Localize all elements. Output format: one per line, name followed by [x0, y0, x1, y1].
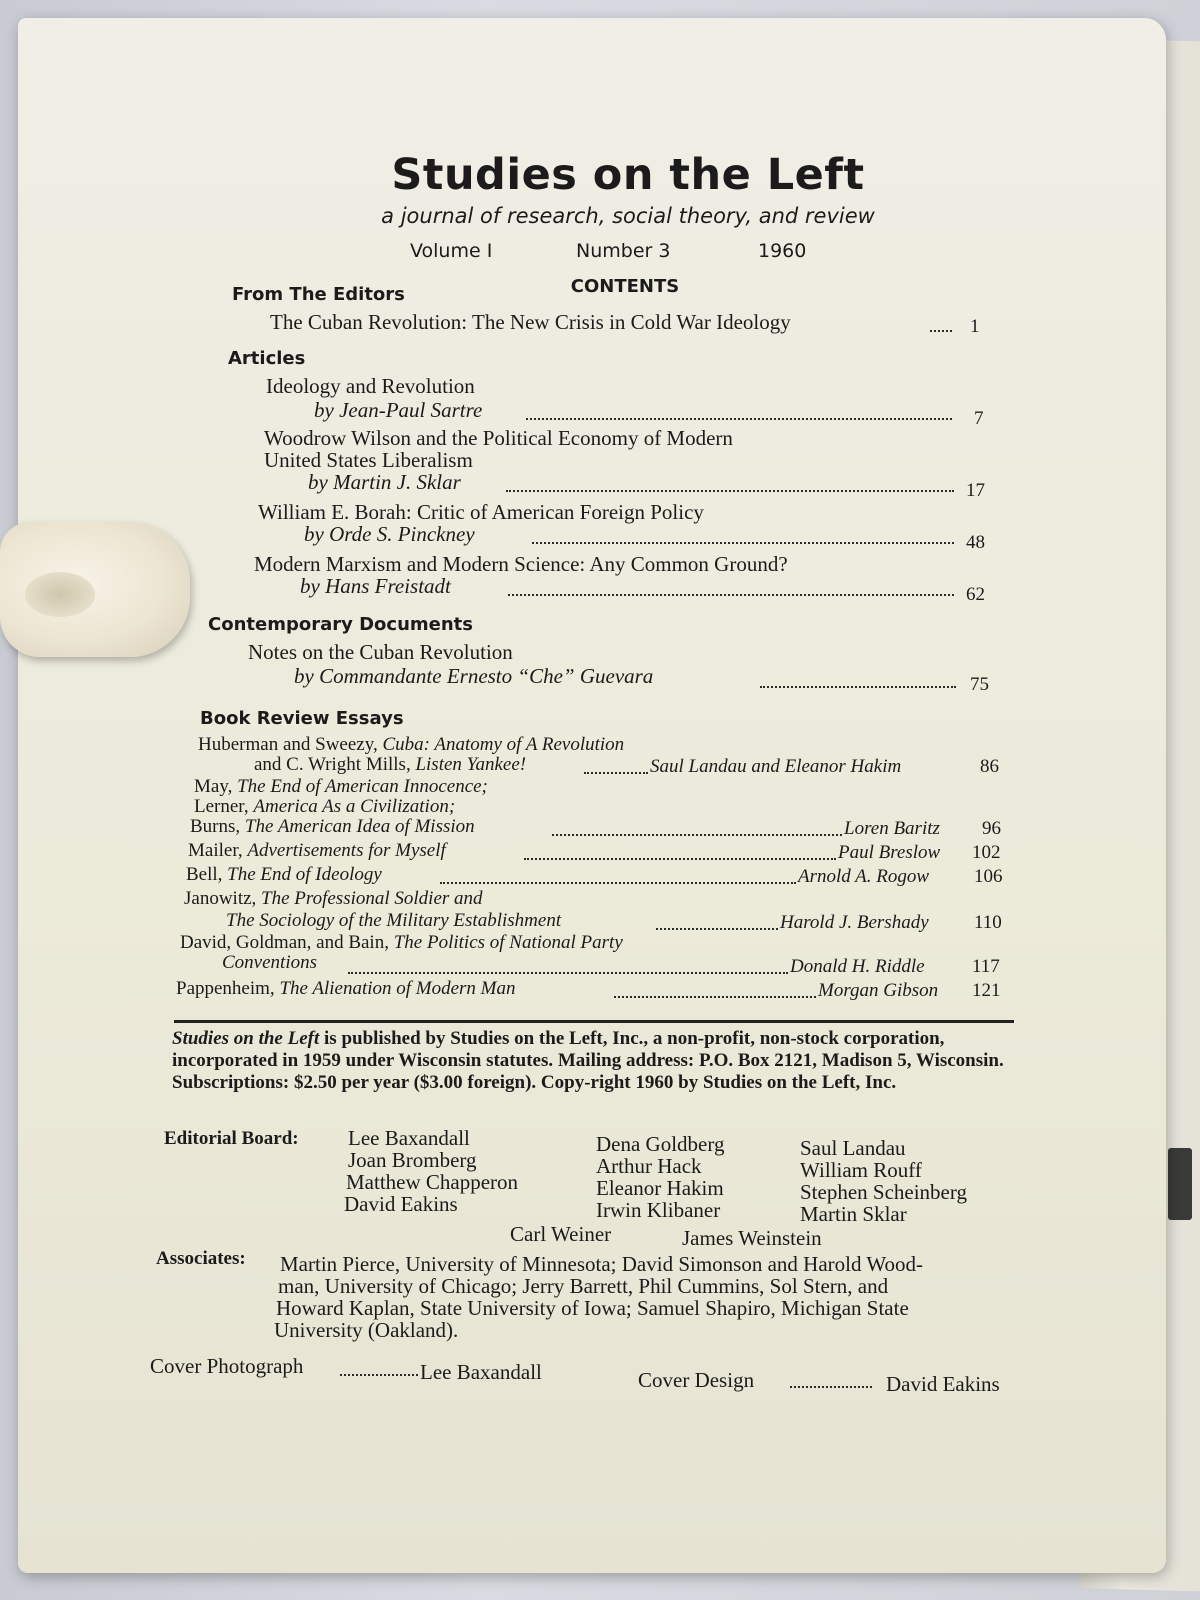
- page-number: 7: [974, 408, 984, 429]
- reviewer-name: Donald H. Riddle: [790, 956, 925, 977]
- dot-leader: [584, 772, 648, 774]
- dot-leader: [656, 928, 778, 930]
- review-book: The End of American Innocence;: [237, 776, 488, 797]
- publication-text: is published by Studies on the Left, Inc., a non-profit, non-stock corporation, incorporated in 1959 under Wisconsin statutes. Mailing address: P.O. Box 2121, Madison 5, Wisconsin. Subscriptions: $2.50 per year ($3.00 foreign). Copy-right 1960 by Studies on the Left, Inc.: [172, 1028, 1004, 1093]
- associates-line: Martin Pierce, University of Minnesota; David Simonson and Harold Wood-: [280, 1252, 923, 1276]
- toc-entry-title: Woodrow Wilson and the Political Economy of Modern: [264, 426, 733, 450]
- board-member: Arthur Hack: [596, 1154, 702, 1178]
- board-member: Joan Bromberg: [348, 1148, 477, 1172]
- reviewer-name: Paul Breslow: [838, 842, 941, 863]
- page-number: 106: [974, 866, 1003, 887]
- dot-leader: [930, 330, 952, 332]
- journal-title: Studies on the Left: [391, 150, 865, 200]
- dot-leader: [506, 490, 954, 492]
- section-heading-documents: Contemporary Documents: [208, 614, 473, 635]
- page-number: 86: [980, 756, 999, 777]
- review-book: Advertisements for Myself: [247, 840, 446, 861]
- reviewer-name: Harold J. Bershady: [780, 912, 929, 933]
- review-entry-line: [186, 864, 382, 886]
- associates-label: Associates:: [156, 1248, 246, 1269]
- dot-leader: [790, 1386, 872, 1388]
- dot-leader: [348, 972, 788, 974]
- toc-entry-author: by Martin J. Sklar: [308, 470, 461, 494]
- page-number: 17: [966, 480, 985, 501]
- dot-leader: [532, 542, 954, 544]
- reviewer-name: Loren Baritz: [844, 818, 940, 839]
- review-entry-line: [184, 888, 483, 910]
- review-entry-line: [198, 734, 624, 756]
- board-member: Irwin Klibaner: [596, 1198, 721, 1222]
- board-member: Lee Baxandall: [348, 1126, 470, 1150]
- page-number: 75: [970, 674, 989, 695]
- dot-leader: [526, 418, 952, 420]
- page-number: 62: [966, 584, 985, 605]
- review-author: Lerner,: [194, 796, 254, 817]
- toc-entry-title: Notes on the Cuban Revolution: [248, 640, 513, 664]
- page-number: 96: [982, 818, 1001, 839]
- toc-entry-author: by Orde S. Pinckney: [304, 522, 475, 546]
- review-author: Mailer,: [188, 840, 248, 861]
- review-entry-line: [180, 932, 623, 954]
- dot-leader: [614, 996, 816, 998]
- board-member: William Rouff: [800, 1158, 922, 1182]
- dot-leader: [760, 686, 956, 688]
- associates-line: man, University of Chicago; Jerry Barrett, Phil Cummins, Sol Stern, and: [278, 1274, 889, 1298]
- publication-statement: [172, 1028, 1022, 1094]
- review-book: The End of Ideology: [227, 864, 382, 885]
- toc-entry-title: Modern Marxism and Modern Science: Any Common Ground?: [254, 552, 788, 576]
- board-member: Matthew Chapperon: [346, 1170, 519, 1194]
- board-member: James Weinstein: [682, 1226, 822, 1250]
- review-book: Conventions: [222, 952, 317, 973]
- review-book: The Politics of National Party: [393, 932, 623, 953]
- toc-entry-title: Ideology and Revolution: [266, 374, 475, 398]
- volume-label: Volume I: [410, 240, 493, 262]
- page-number: 121: [972, 980, 1001, 1001]
- reviewer-name: Saul Landau and Eleanor Hakim: [650, 756, 902, 777]
- divider-rule: [174, 1020, 1014, 1023]
- review-author: Janowitz,: [184, 888, 262, 909]
- section-heading-editors: From The Editors: [232, 284, 405, 305]
- review-book: The Alienation of Modern Man: [279, 978, 516, 999]
- dot-leader: [524, 858, 836, 860]
- toc-entry-title: The Cuban Revolution: The New Crisis in Cold War Ideology: [270, 310, 791, 334]
- section-heading-articles: Articles: [228, 348, 306, 369]
- journal-subtitle: a journal of research, social theory, and review: [381, 204, 875, 228]
- review-author: Huberman and Sweezy,: [198, 734, 383, 755]
- journal-page: [18, 18, 1166, 1573]
- dot-leader: [440, 882, 796, 884]
- toc-entry-author: by Jean-Paul Sartre: [314, 398, 483, 422]
- board-member: Stephen Scheinberg: [800, 1180, 967, 1204]
- year-label: 1960: [758, 240, 807, 262]
- number-label: Number 3: [576, 240, 671, 262]
- board-member: Eleanor Hakim: [596, 1176, 724, 1200]
- toc-entry-author: by Commandante Ernesto “Che” Guevara: [294, 664, 654, 688]
- toc-entry-author: by Hans Freistadt: [300, 574, 451, 598]
- review-entry-line: [254, 754, 526, 776]
- board-member: Martin Sklar: [800, 1202, 907, 1226]
- cover-design-credit: David Eakins: [886, 1372, 1000, 1396]
- review-book: The Sociology of the Military Establishment: [226, 910, 562, 931]
- review-entry-line: [194, 776, 488, 798]
- review-book: Listen Yankee!: [415, 754, 527, 775]
- contents-heading: CONTENTS: [570, 276, 680, 297]
- review-author: and C. Wright Mills,: [254, 754, 416, 775]
- review-book: The Professional Soldier and: [261, 888, 483, 909]
- review-entry-line: [176, 978, 516, 1000]
- page-holder-clip: [0, 522, 190, 657]
- dot-leader: [508, 594, 954, 596]
- reviewer-name: Morgan Gibson: [818, 980, 939, 1001]
- cover-photo-credit: Lee Baxandall: [420, 1360, 542, 1384]
- review-author: Burns,: [190, 816, 245, 837]
- page-number: 117: [972, 956, 1000, 977]
- review-entry-line: [190, 816, 475, 838]
- dot-leader: [552, 834, 842, 836]
- board-member: David Eakins: [344, 1192, 458, 1216]
- reviewer-name: Arnold A. Rogow: [798, 866, 930, 887]
- cover-design-label: Cover Design: [638, 1368, 755, 1392]
- section-heading-reviews: Book Review Essays: [200, 708, 404, 729]
- dot-leader: [340, 1374, 418, 1376]
- board-member: Saul Landau: [800, 1136, 906, 1160]
- clip-hollow: [25, 572, 95, 617]
- toc-entry-title-cont: United States Liberalism: [264, 448, 473, 472]
- page-number: 102: [972, 842, 1001, 863]
- review-book: The American Idea of Mission: [244, 816, 475, 837]
- review-entry-line: [188, 840, 446, 862]
- review-book: America As a Civilization;: [253, 796, 456, 817]
- associates-line: Howard Kaplan, State University of Iowa; Samuel Shapiro, Michigan State: [276, 1296, 909, 1320]
- cover-photo-label: Cover Photograph: [150, 1354, 304, 1378]
- page-number: 1: [970, 316, 980, 337]
- page-number: 48: [966, 532, 985, 553]
- associates-line: University (Oakland).: [274, 1318, 459, 1342]
- review-author: David, Goldman, and Bain,: [180, 932, 394, 953]
- toc-entry-title: William E. Borah: Critic of American Foreign Policy: [258, 500, 704, 524]
- page-number: 110: [974, 912, 1002, 933]
- review-author: Bell,: [186, 864, 228, 885]
- binding-staple: [1168, 1148, 1192, 1220]
- editorial-board-label: Editorial Board:: [164, 1128, 299, 1149]
- review-entry-line: [194, 796, 455, 818]
- review-book: Cuba: Anatomy of A Revolution: [382, 734, 625, 755]
- review-author: May,: [194, 776, 238, 797]
- journal-name-italic: Studies on the Left: [172, 1028, 320, 1049]
- board-member: Dena Goldberg: [596, 1132, 725, 1156]
- board-member: Carl Weiner: [510, 1222, 612, 1246]
- review-author: Pappenheim,: [176, 978, 280, 999]
